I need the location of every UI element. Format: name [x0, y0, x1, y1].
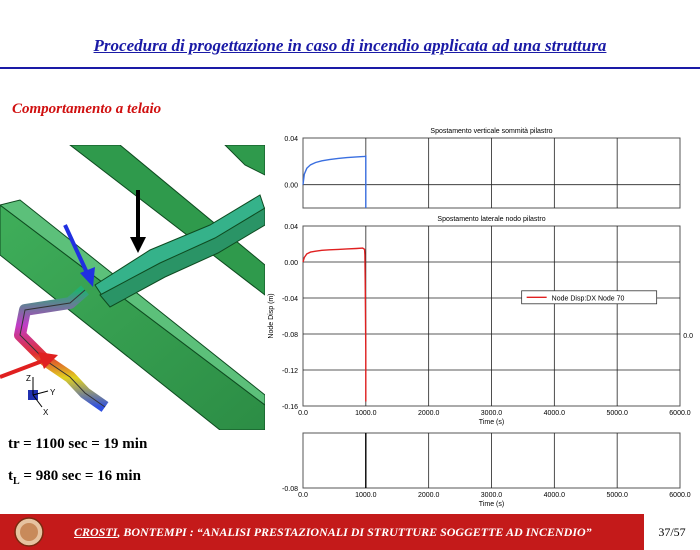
chart-panel-3	[282, 433, 691, 508]
chart-title: Spostamento laterale nodo pilastro	[437, 216, 546, 223]
legend	[522, 291, 657, 304]
x-tick-label: 4000.0	[543, 492, 566, 499]
footer-rest: , BONTEMPI : “ANALISI PRESTAZIONALI DI STRUTTURE SOGGETTE AD INCENDIO”	[117, 525, 592, 539]
slide-title: Procedura di progettazione in caso di incendio applicata ad una struttura	[93, 36, 607, 55]
y-tick-label: -0.04	[282, 296, 298, 303]
tl-rest: = 980 sec = 16 min	[19, 468, 141, 484]
x-tick-label: 3000.0	[480, 410, 503, 417]
x-tick-label: 6000.0	[669, 492, 691, 499]
y-axis-label: Node Disp (m)	[268, 293, 275, 339]
y-tick-label: -0.16	[282, 404, 298, 411]
tr-time-label: tr = 1100 sec = 19 min	[8, 436, 148, 452]
chart-panel-2	[268, 216, 691, 426]
x-axis-label: Time (s)	[478, 501, 505, 508]
chart-panel-1	[284, 128, 680, 208]
x-tick-label: 2000.0	[417, 410, 440, 417]
x-tick-label: 0.0	[298, 492, 308, 499]
x-tick-label: 0.0	[298, 410, 308, 417]
footer-bar	[0, 514, 700, 550]
x-tick-label: 5000.0	[606, 492, 628, 499]
y-tick-label: -0.08	[282, 486, 298, 493]
x-tick-label: 2000.0	[417, 492, 440, 499]
y-tick-label: 0.00	[284, 260, 298, 267]
y-tick-label: 0.00	[284, 182, 298, 190]
x-tick-label: 1000.0	[355, 492, 377, 499]
structure-model-image	[0, 145, 265, 430]
tl-sub: L	[13, 476, 20, 487]
axis-y-label: Y	[50, 388, 56, 397]
title-rule	[0, 67, 700, 69]
legend-label: Node Disp:DX Node 70	[551, 295, 625, 303]
x-tick-label: 4000.0	[543, 410, 566, 417]
y-tick-label: -0.12	[282, 368, 298, 375]
x-tick-label: 3000.0	[480, 492, 503, 499]
extra-axis-label: 0.0	[683, 333, 693, 340]
page-number: 37/57	[644, 514, 700, 550]
plots-area	[265, 118, 700, 510]
y-tick-label: 0.04	[284, 136, 298, 143]
y-tick-label: -0.08	[282, 332, 298, 339]
chart-title: Spostamento verticale sommità pilastro	[430, 128, 553, 135]
y-tick-label: 0.04	[284, 224, 298, 231]
axis-x-label: X	[43, 408, 49, 417]
axis-z-label: Z	[26, 374, 31, 383]
x-tick-label: 1000.0	[355, 410, 377, 417]
university-seal-icon	[14, 517, 44, 547]
footer-citation	[74, 525, 592, 540]
tl-main: t	[8, 468, 13, 484]
x-tick-label: 6000.0	[669, 410, 691, 417]
footer-author: CROSTI	[74, 525, 118, 539]
x-tick-label: 5000.0	[606, 410, 628, 417]
tl-time-label	[8, 468, 141, 487]
x-axis-label: Time (s)	[478, 419, 505, 426]
section-heading: Comportamento a telaio	[12, 101, 162, 117]
